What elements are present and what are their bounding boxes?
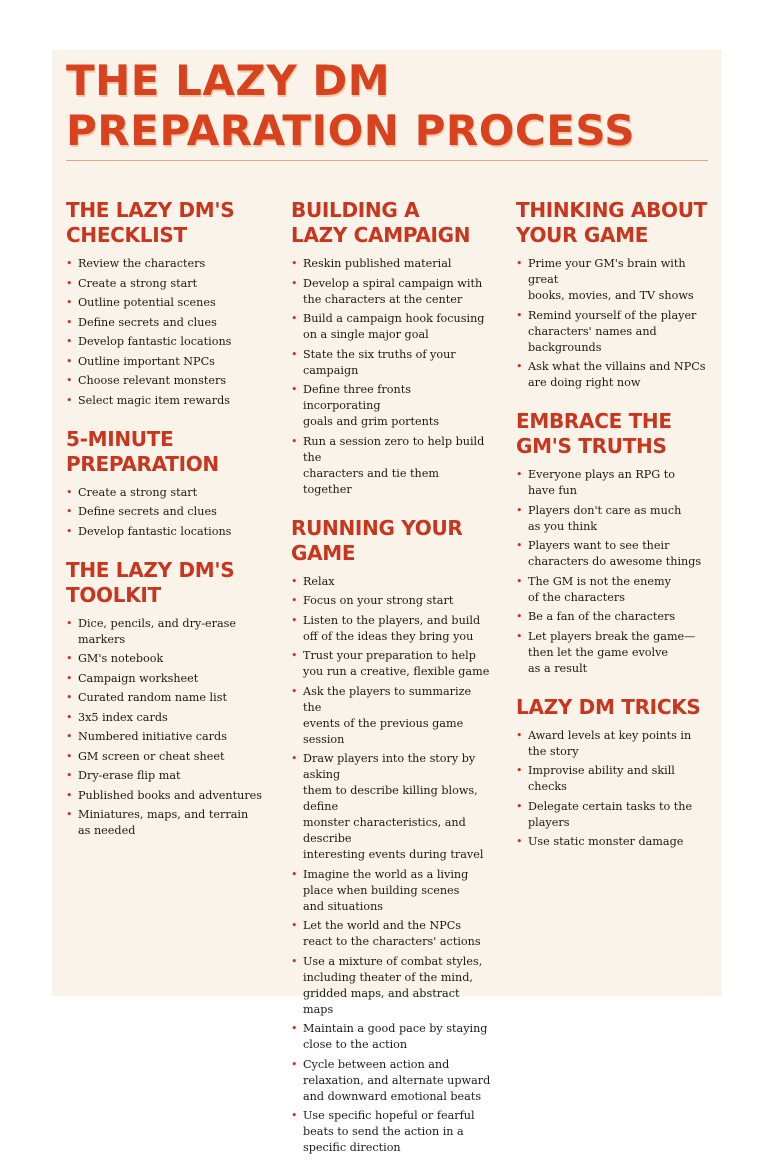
list-item [66,295,271,311]
list-item [291,311,491,343]
bullet-icon: • [291,752,298,765]
section-the-lazy-dm-s-checklist [66,198,271,409]
list-item [66,749,271,765]
section-heading: THINKING ABOUT YOUR GAME [516,198,708,247]
bullet-list [516,467,716,677]
list-item [66,393,271,409]
bullet-icon: • [291,347,298,361]
bullet-icon: • [291,613,298,627]
list-item-text: Award levels at key points in the story [528,728,692,758]
poster-page [52,50,722,1154]
list-item-text: Imagine the world as a living place when building scenes and situations [303,867,469,913]
list-item [516,728,716,760]
list-item-text: Relax [303,574,335,588]
list-item-text: Campaign worksheet [78,671,199,685]
list-item [66,373,271,389]
list-item-text: Maintain a good pace by staying close to the action [303,1022,488,1051]
list-item [66,485,271,501]
bullet-icon: • [516,257,523,270]
list-item-text: Draw players into the story by asking them to describe killing blows, define monster characteristics, and describe interesting events during travel [303,752,484,861]
list-item [66,315,271,331]
list-item-text: Use a mixture of combat styles, including theater of the mind, gridded maps, and abstract maps [303,954,483,1016]
list-item [291,593,491,609]
bullet-icon: • [516,574,523,588]
title-divider [66,160,708,161]
list-item [291,684,491,748]
list-item [66,788,271,804]
bullet-list [66,485,271,540]
list-item [66,504,271,520]
list-item-text: Develop fantastic locations [78,524,232,538]
bullet-icon: • [66,524,73,538]
section-heading: THE LAZY DM'S CHECKLIST [66,198,235,247]
bullet-icon: • [66,808,73,821]
list-item [291,382,491,430]
list-item-text: Build a campaign hook focusing on a single major goal [303,312,485,341]
bullet-icon: • [66,788,73,802]
list-item-text: Use specific hopeful or fearful beats to send the action in a specific direction [303,1109,475,1154]
list-item-text: Review the characters [78,257,206,270]
list-item [516,799,716,831]
list-item [291,434,491,498]
bullet-list [66,616,271,840]
bullet-icon: • [516,835,523,848]
bullet-icon: • [291,434,298,448]
list-item-text: Define secrets and clues [78,505,217,518]
bullet-icon: • [516,539,523,552]
list-item [516,763,716,795]
list-item [516,538,716,570]
list-item [66,334,271,350]
list-item [516,256,716,304]
list-item-text: Improvise ability and skill checks [528,764,675,793]
list-item-text: Cycle between action and relaxation, and alternate upward and downward emotional beats [303,1057,491,1103]
bullet-icon: • [66,691,73,704]
list-item-text: Focus on your strong start [303,594,454,607]
section-heading: THE LAZY DM'S TOOLKIT [66,557,235,607]
list-item [291,1057,491,1105]
bullet-icon: • [66,335,73,348]
bullet-icon: • [66,671,73,685]
section-lazy-dm-tricks [516,695,716,851]
bullet-icon: • [66,616,73,630]
list-item [66,768,271,784]
column-3 [516,198,716,868]
list-item [516,359,716,391]
list-item [516,609,716,625]
list-item-text: Let players break the game— then let the game evolve as a result [528,629,696,675]
list-item-text: State the six truths of your campaign [303,347,456,377]
bullet-icon: • [66,710,73,724]
bullet-icon: • [66,296,73,309]
list-item [516,834,716,850]
section-heading: RUNNING YOUR GAME [291,515,463,565]
list-item [516,467,716,499]
section-heading: BUILDING A LAZY CAMPAIGN [291,198,471,247]
bullet-list [516,256,716,391]
list-item-text: Ask the players to summarize the events of the previous game session [303,684,472,746]
bullet-icon: • [291,867,298,881]
bullet-icon: • [66,315,73,329]
list-item-text: Select magic item rewards [78,393,230,407]
list-item [291,867,491,915]
bullet-icon: • [291,574,298,588]
bullet-list [291,256,491,498]
bullet-icon: • [291,684,298,698]
list-item [516,574,716,606]
bullet-icon: • [66,652,73,665]
list-item-text: Outline potential scenes [78,296,216,309]
column-1 [66,198,271,857]
list-item [291,1108,491,1156]
bullet-icon: • [291,954,298,968]
bullet-icon: • [516,629,523,643]
list-item-text: Players want to see their characters do awesome things [528,539,702,568]
list-item-text: Define secrets and clues [78,315,217,329]
bullet-icon: • [516,764,523,777]
list-item [66,807,271,839]
list-item-text: Choose relevant monsters [78,374,227,387]
list-item [66,354,271,370]
bullet-icon: • [66,749,73,763]
list-item [66,710,271,726]
section-building-a-lazy-campaign [291,198,491,498]
list-item-text: Create a strong start [78,485,198,499]
list-item [66,616,271,648]
list-item [291,918,491,950]
list-item-text: Create a strong start [78,276,198,290]
list-item-text: Remind yourself of the player characters' names and backgrounds [528,308,697,354]
list-item-text: Be a fan of the characters [528,610,676,623]
section-embrace-the-gm-s-truths [516,409,716,677]
list-item [66,276,271,292]
list-item [291,613,491,645]
list-item-text: Use static monster damage [528,835,684,848]
section-heading: EMBRACE THE GM'S TRUTHS [516,409,672,458]
section-running-your-game [291,516,491,1157]
list-item-text: Dice, pencils, and dry-erase markers [78,616,237,646]
bullet-icon: • [516,360,523,373]
list-item-text: Outline important NPCs [78,354,215,368]
list-item [291,256,491,272]
bullet-list [66,256,271,409]
list-item-text: Dry-erase flip mat [78,769,181,782]
list-item-text: Miniatures, maps, and terrain as needed [78,808,249,837]
page-title: THE LAZY DM PREPARATION PROCESS [66,56,636,155]
list-item [516,629,716,677]
bullet-list [516,728,716,851]
list-item [291,648,491,680]
bullet-icon: • [291,919,298,932]
bullet-icon: • [291,257,298,270]
list-item-text: The GM is not the enemy of the characters [528,574,671,604]
list-item-text: Run a session zero to help build the characters and tie them together [303,434,485,496]
bullet-icon: • [291,1109,298,1122]
list-item [291,574,491,590]
bullet-icon: • [291,1057,298,1071]
list-item [291,347,491,379]
bullet-icon: • [291,276,298,290]
list-item [291,1021,491,1053]
list-item [291,751,491,863]
list-item-text: Everyone plays an RPG to have fun [528,468,676,497]
list-item-text: Players don't care as much as you think [528,503,682,533]
bullet-icon: • [516,468,523,481]
list-item-text: GM screen or cheat sheet [78,749,225,763]
list-item [66,651,271,667]
list-item-text: Curated random name list [78,691,227,704]
section-5-minute-preparation [66,427,271,540]
bullet-icon: • [66,730,73,743]
bullet-icon: • [291,383,298,396]
list-item-text: Trust your preparation to help you run a creative, flexible game [303,649,490,678]
bullet-list [291,574,491,1157]
list-item [516,503,716,535]
bullet-icon: • [66,769,73,782]
list-item [291,954,491,1018]
bullet-icon: • [291,594,298,607]
list-item-text: Define three fronts incorporating goals and grim portents [303,383,440,428]
bullet-icon: • [66,276,73,290]
bullet-icon: • [516,728,523,742]
list-item [66,256,271,272]
list-item-text: Develop fantastic locations [78,335,232,348]
list-item-text: 3x5 index cards [78,710,168,724]
bullet-icon: • [66,393,73,407]
bullet-icon: • [516,503,523,517]
bullet-icon: • [516,799,523,813]
list-item-text: Prime your GM's brain with great books, movies, and TV shows [528,257,694,302]
bullet-icon: • [291,312,298,325]
section-heading: LAZY DM TRICKS [516,694,701,719]
list-item-text: Numbered initiative cards [78,730,227,743]
bullet-icon: • [516,308,523,322]
list-item-text: Reskin published material [303,257,452,270]
list-item-text: Delegate certain tasks to the players [528,799,693,829]
list-item [516,308,716,356]
bullet-icon: • [66,374,73,387]
bullet-icon: • [291,1022,298,1035]
list-item [66,729,271,745]
bullet-icon: • [516,610,523,623]
column-2 [291,198,491,1174]
section-thinking-about-your-game [516,198,716,391]
list-item-text: Published books and adventures [78,788,263,802]
bullet-icon: • [66,485,73,499]
list-item-text: Ask what the villains and NPCs are doing right now [528,360,706,389]
list-item [66,524,271,540]
section-heading: 5-MINUTE PREPARATION [66,426,219,476]
bullet-icon: • [66,505,73,518]
list-item [291,276,491,308]
list-item [66,671,271,687]
list-item-text: GM's notebook [78,652,164,665]
bullet-icon: • [291,649,298,662]
bullet-icon: • [66,257,73,270]
list-item-text: Develop a spiral campaign with the characters at the center [303,276,483,306]
list-item-text: Let the world and the NPCs react to the characters' actions [303,919,481,948]
list-item [66,690,271,706]
bullet-icon: • [66,354,73,368]
list-item-text: Listen to the players, and build off of the ideas they bring you [303,613,481,643]
section-the-lazy-dm-s-toolkit [66,558,271,840]
